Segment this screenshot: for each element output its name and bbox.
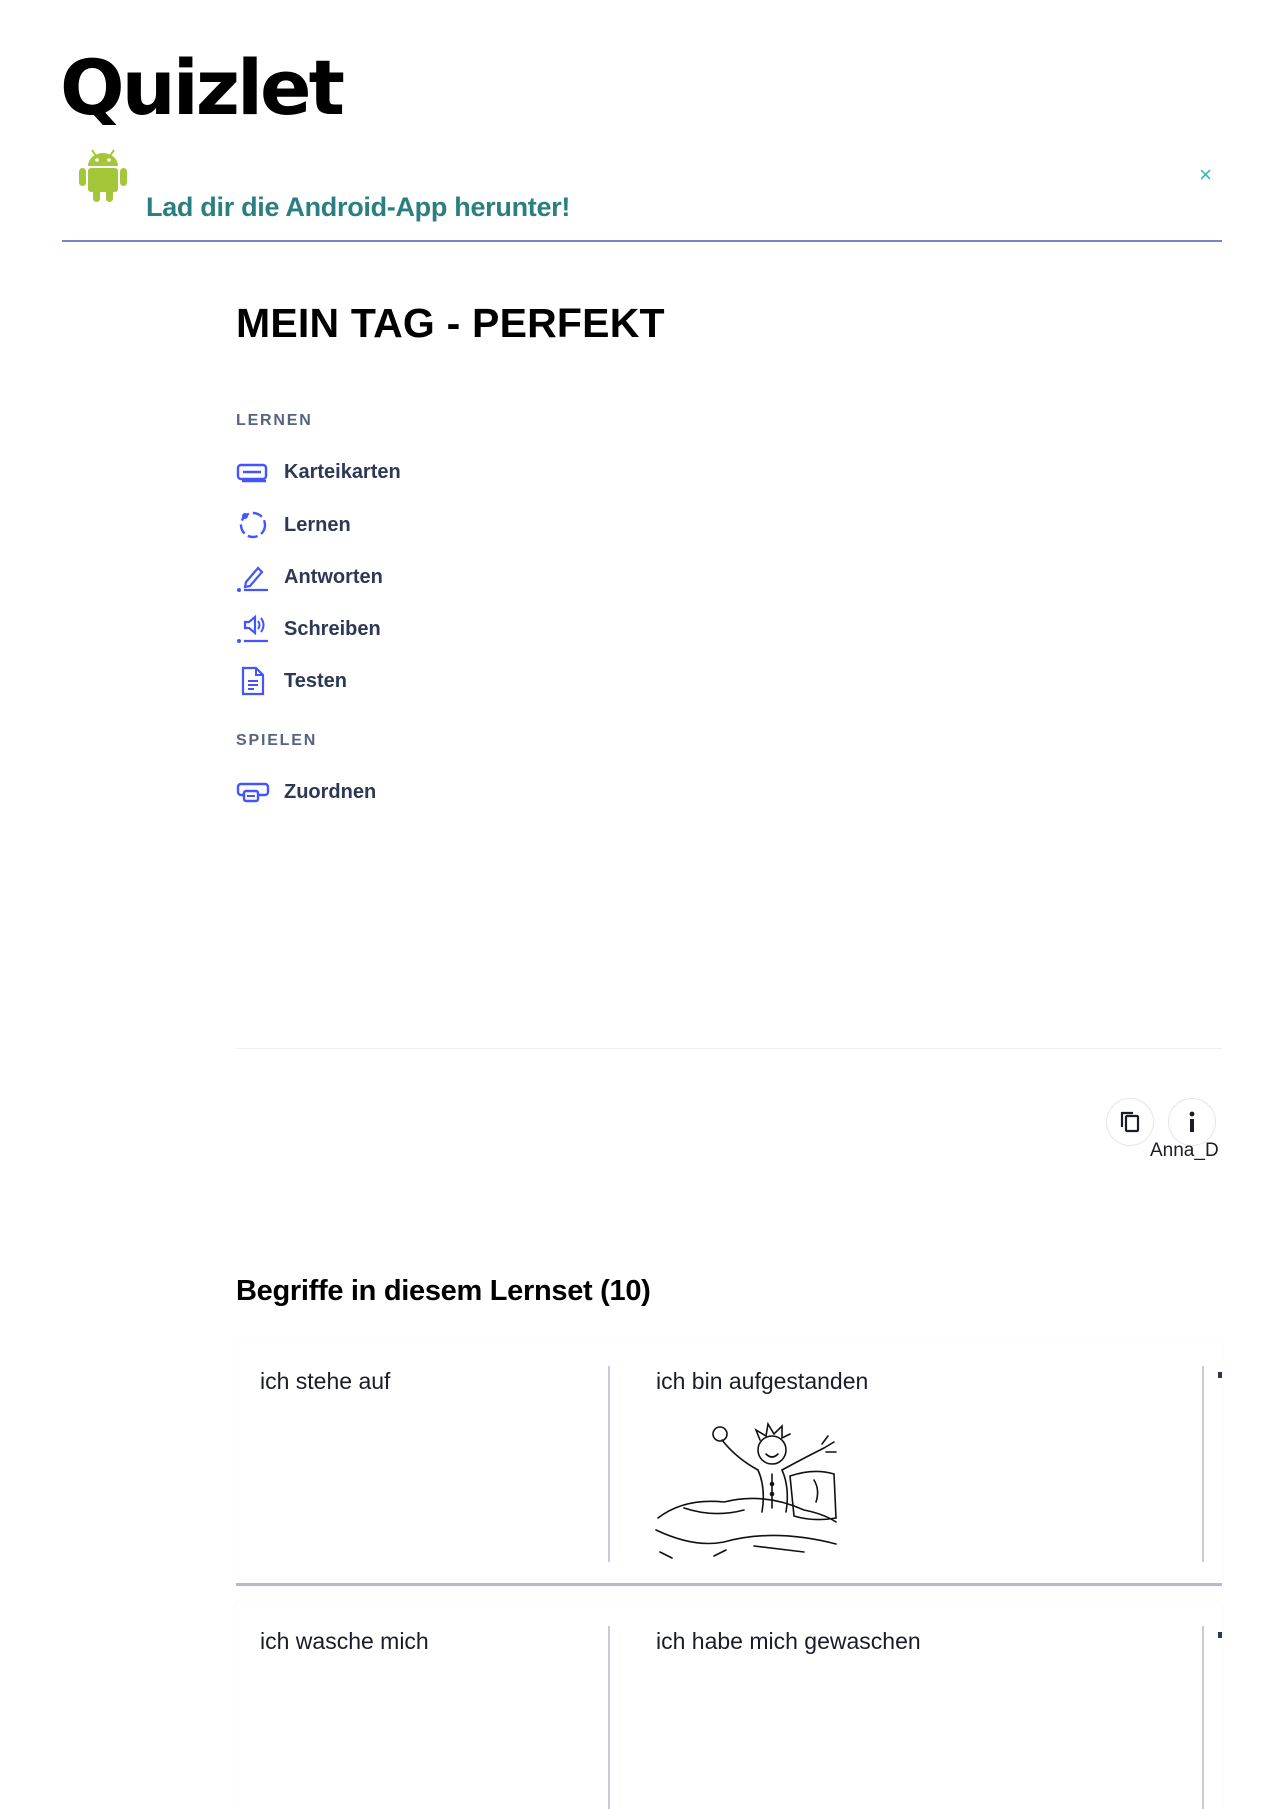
- study-mode-learn[interactable]: [236, 508, 351, 542]
- quizlet-logo[interactable]: Quizlet: [60, 43, 342, 132]
- term-text: ich wasche mich: [260, 1628, 429, 1654]
- document-icon: [236, 665, 270, 697]
- definition-text: ich habe mich gewaschen: [656, 1628, 921, 1654]
- pen-icon: [236, 561, 270, 593]
- term-card: [236, 1602, 1222, 1809]
- term-text: ich stehe auf: [260, 1368, 391, 1394]
- copy-icon: [1119, 1110, 1141, 1134]
- definition-text: ich bin aufgestanden: [656, 1368, 869, 1394]
- copy-set-button[interactable]: [1106, 1098, 1154, 1146]
- terms-heading: Begriffe in diesem Lernset (10): [236, 1275, 651, 1307]
- app-download-banner: [62, 140, 1222, 242]
- study-section-heading: LERNEN: [236, 412, 313, 429]
- info-button[interactable]: [1168, 1098, 1216, 1146]
- column-separator: [1202, 1626, 1204, 1809]
- match-icon: [236, 776, 270, 808]
- card-edge-mark: [1218, 1632, 1222, 1638]
- study-mode-label: Testen: [284, 669, 347, 692]
- study-mode-label: Lernen: [284, 513, 351, 536]
- section-divider: [236, 1048, 1222, 1049]
- page-title: MEIN TAG - PERFEKT: [236, 300, 665, 346]
- speaker-icon: [236, 613, 270, 645]
- waking-up-illustration: [654, 1418, 838, 1562]
- card-edge-mark: [1218, 1372, 1222, 1378]
- study-mode-label: Schreiben: [284, 617, 381, 640]
- learn-icon: [236, 509, 270, 541]
- android-icon: [78, 144, 128, 204]
- study-mode-label: Karteikarten: [284, 460, 401, 483]
- close-icon[interactable]: ×: [1199, 162, 1212, 187]
- term-card: [236, 1342, 1222, 1586]
- games-section-heading: SPIELEN: [236, 732, 318, 749]
- column-separator: [1202, 1366, 1204, 1562]
- study-mode-label: Antworten: [284, 565, 383, 588]
- info-icon: [1187, 1111, 1197, 1133]
- banner-text[interactable]: Lad dir die Android-App herunter!: [146, 192, 571, 222]
- column-separator: [608, 1366, 610, 1562]
- study-mode-test[interactable]: [236, 664, 347, 698]
- game-mode-label: Zuordnen: [284, 780, 377, 803]
- study-mode-flashcards[interactable]: [236, 455, 401, 489]
- game-mode-match[interactable]: [236, 775, 376, 809]
- flashcards-icon: [236, 456, 270, 488]
- author-username[interactable]: Anna_D: [1150, 1140, 1219, 1161]
- column-separator: [608, 1626, 610, 1809]
- study-mode-write[interactable]: [236, 612, 381, 646]
- study-mode-answer[interactable]: [236, 560, 383, 594]
